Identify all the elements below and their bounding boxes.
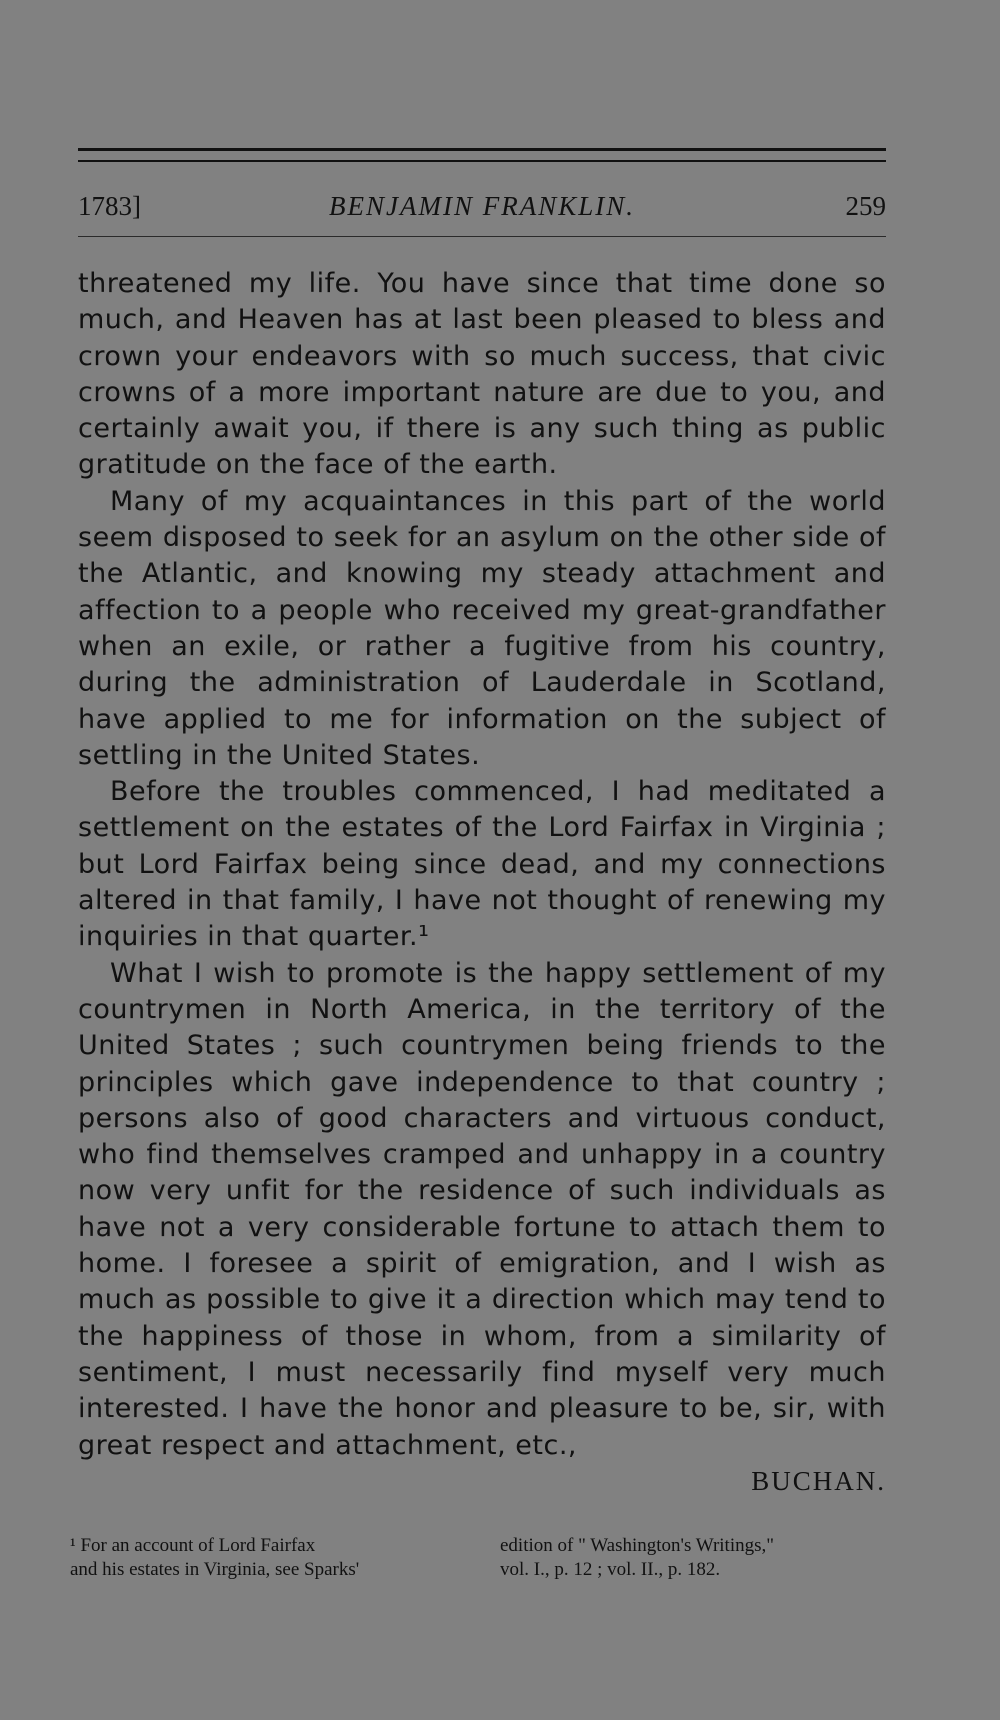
running-head [78, 186, 886, 226]
footnote-line: and his estates in Virginia, see Sparks' [70, 1559, 360, 1580]
paragraph-4: What I wish to promote is the happy settlement of my countrymen in North America, in the territory of the United States ; such countrymen being friends to the principles which gave independence to that country ; persons also of good characters and virtuous conduct, who find themselves cramped and unhappy in a country now very unfit for the residence of such individuals as have not a very considerable fortune to attach them to home. I foresee a spirit of emigration, and I wish as much as possible to give it a direction which may tend to the happiness of those in whom, from a similarity of sentiment, I must necessarily find myself very much interested. I have the honor and pleasure to be, sir, with great respect and attachment, etc., [78, 957, 886, 1461]
body-text [78, 266, 886, 1464]
signature: BUCHAN. [751, 1466, 886, 1496]
header-underline [78, 236, 886, 237]
footnote-right-column [500, 1534, 900, 1582]
running-head-year: 1783] [78, 191, 141, 221]
page-number: 259 [845, 191, 886, 221]
paragraph-2: Many of my acquaintances in this part of the world seem disposed to seek for an asylum on the other side of the Atlantic, and knowing my steady attachment and affection to a people who received my great-grandfather when an exile, or rather a fugitive from his country, during the administration of Lauderdale in Scotland, have applied to me for information on the subject of settling in the United States. [78, 485, 886, 771]
top-rule-thin [78, 160, 886, 162]
paragraph-1: threatened my life. You have since that time done so much, and Heaven has at last been pleased to bless and crown your endeavors with so much success, that civic crowns of a more important nature are due to you, and certainly await you, if there is any such thing as public gratitude on the face of the earth. [78, 268, 886, 481]
footnote-line: ¹ For an account of Lord Fairfax [70, 1535, 316, 1556]
top-rule-thick [78, 148, 886, 151]
running-head-title: BENJAMIN FRANKLIN. [329, 191, 635, 221]
footnote-left-column [70, 1534, 470, 1582]
footnote-line: vol. I., p. 12 ; vol. II., p. 182. [500, 1559, 721, 1580]
paragraph-3: Before the troubles commenced, I had meditated a settlement on the estates of the Lord Fairfax in Virginia ; but Lord Fairfax being since dead, and my connections altered in that family, I have not thought of renewing my inquiries in that quarter.¹ [78, 776, 886, 953]
footnote-line: edition of " Washington's Writings," [500, 1535, 775, 1556]
